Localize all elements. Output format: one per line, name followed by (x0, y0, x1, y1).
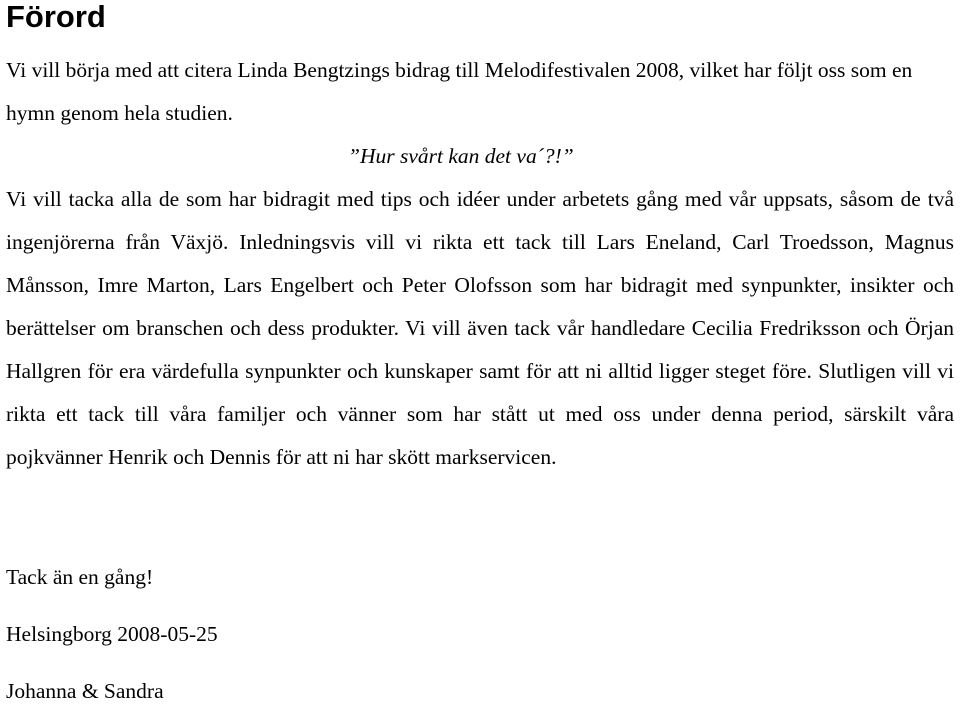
intro-paragraph: Vi vill börja med att citera Linda Bengtzings bidrag till Melodifestivalen 2008, vilket har följt oss som en hymn genom hela studien. (6, 58, 913, 125)
page-title: Förord (6, 0, 106, 34)
place-date-line: Helsingborg 2008-05-25 (6, 622, 218, 646)
thanks-line: Tack än en gång! (6, 565, 154, 589)
signature-line: Johanna & Sandra (6, 679, 164, 703)
song-quote: ”Hur svårt kan det va´?!” (348, 144, 574, 168)
acknowledgements-paragraph: Vi vill tacka alla de som har bidragit med tips och idéer under arbetets gång med vår uppsats, såsom de två ingenjörerna från Växjö. Inledningsvis vill vi rikta ett tack till Lars Eneland, Carl Troedsson, Magnus Månsson, Imre Marton, Lars Engelbert och Peter Olofsson som har bidragit med synpunkter, insikter och berättelser om branschen och dess produkter. Vi vill även tack vår handledare Cecilia Fredriksson och Örjan Hallgren för era värdefulla synpunkter och kunskaper samt för att ni alltid ligger steget före. Slutligen vill vi rikta ett tack till våra familjer och vänner som har stått ut med oss under denna period, särskilt våra pojkvänner Henrik och Dennis för att ni har skött markservicen. (6, 187, 954, 469)
